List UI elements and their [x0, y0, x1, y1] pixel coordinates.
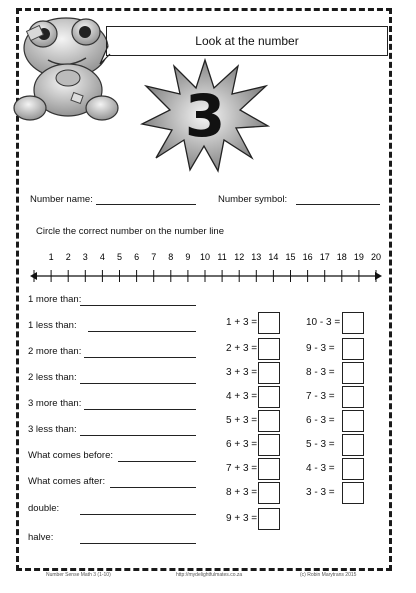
- addition-sum: 1 + 3 =: [226, 317, 258, 328]
- number-line-tick-label[interactable]: 10: [199, 252, 211, 262]
- addition-answer-box[interactable]: [258, 434, 280, 456]
- prompt-label: 1 less than:: [28, 320, 77, 331]
- number-line-tick-label[interactable]: 15: [285, 252, 296, 262]
- addition-sum: 5 + 3 =: [226, 415, 258, 426]
- prompt-label: double:: [28, 503, 60, 514]
- number-line-instruction: Circle the correct number on the number line: [36, 226, 224, 237]
- addition-sum: 6 + 3 =: [226, 439, 258, 450]
- number-symbol-label: Number symbol:: [218, 194, 288, 205]
- number-symbol-line: [296, 204, 380, 205]
- addition-answer-box[interactable]: [258, 312, 280, 334]
- number-line-tick-label[interactable]: 18: [336, 252, 347, 262]
- number-line-tick-label[interactable]: 16: [302, 252, 313, 262]
- answer-line[interactable]: [80, 305, 196, 306]
- number-line-tick-label[interactable]: 3: [82, 252, 88, 262]
- prompt-label: What comes after:: [28, 476, 106, 487]
- prompt-label: 2 more than:: [28, 346, 82, 357]
- number-line-tick-label[interactable]: 12: [234, 252, 245, 262]
- prompt-label: 1 more than:: [28, 294, 82, 305]
- number-line-tick-label[interactable]: 7: [151, 252, 157, 262]
- subtraction-sum: 7 - 3 =: [306, 391, 335, 402]
- addition-answer-box[interactable]: [258, 508, 280, 530]
- number-line-tick-label[interactable]: 20: [370, 252, 382, 262]
- addition-answer-box[interactable]: [258, 410, 280, 432]
- answer-line[interactable]: [80, 383, 196, 384]
- subtraction-answer-box[interactable]: [342, 434, 364, 456]
- subtraction-answer-box[interactable]: [342, 312, 364, 334]
- number-line-tick-label[interactable]: 17: [319, 252, 330, 262]
- addition-sum: 4 + 3 =: [226, 391, 258, 402]
- footer-center: http://mydelightfulmates.co.za: [176, 572, 243, 578]
- answer-line[interactable]: [80, 435, 196, 436]
- addition-answer-box[interactable]: [258, 386, 280, 408]
- subtraction-answer-box[interactable]: [342, 458, 364, 480]
- number-name-line: [96, 204, 196, 205]
- addition-sum: 3 + 3 =: [226, 367, 258, 378]
- subtraction-sum: 4 - 3 =: [306, 463, 335, 474]
- number-line-tick-label[interactable]: 14: [268, 252, 279, 262]
- number-line-tick-label[interactable]: 13: [251, 252, 262, 262]
- prompt-label: 3 less than:: [28, 424, 77, 435]
- subtraction-answer-box[interactable]: [342, 482, 364, 504]
- subtraction-sum: 8 - 3 =: [306, 367, 335, 378]
- addition-answer-box[interactable]: [258, 338, 280, 360]
- subtraction-sum: 5 - 3 =: [306, 439, 335, 450]
- addition-answer-box[interactable]: [258, 482, 280, 504]
- addition-sum: 8 + 3 =: [226, 487, 258, 498]
- addition-sum: 2 + 3 =: [226, 343, 258, 354]
- addition-sum: 7 + 3 =: [226, 463, 258, 474]
- subtraction-sum: 10 - 3 =: [306, 317, 341, 328]
- number-line-tick-label[interactable]: 4: [99, 252, 105, 262]
- answer-line[interactable]: [80, 514, 196, 515]
- number-line-tick-label[interactable]: 8: [168, 252, 174, 262]
- number-line-tick-label[interactable]: 19: [353, 252, 364, 262]
- subtraction-answer-box[interactable]: [342, 362, 364, 384]
- subtraction-answer-box[interactable]: [342, 386, 364, 408]
- number-line-tick-label[interactable]: 9: [185, 252, 191, 262]
- subtraction-sum: 3 - 3 =: [306, 487, 335, 498]
- addition-sum: 9 + 3 =: [226, 513, 258, 524]
- subtraction-answer-box[interactable]: [342, 410, 364, 432]
- featured-number: 3: [184, 81, 226, 150]
- answer-line[interactable]: [118, 461, 196, 462]
- footer-right: (c) Robin Marytrans 2015: [300, 572, 357, 578]
- number-line-tick-label[interactable]: 6: [134, 252, 140, 262]
- number-line: [28, 248, 384, 288]
- addition-answer-box[interactable]: [258, 458, 280, 480]
- prompt-label: 2 less than:: [28, 372, 77, 383]
- answer-line[interactable]: [88, 331, 196, 332]
- number-line-tick-label[interactable]: 2: [65, 252, 71, 262]
- footer-left: Number Sense Math 3 (1-10): [46, 572, 111, 578]
- number-line-tick-label[interactable]: 5: [116, 252, 123, 262]
- number-name-label: Number name:: [30, 194, 93, 205]
- prompt-label: What comes before:: [28, 450, 114, 461]
- title-box: [106, 26, 388, 56]
- subtraction-sum: 6 - 3 =: [306, 415, 335, 426]
- prompt-label: halve:: [28, 532, 54, 543]
- answer-line[interactable]: [80, 543, 196, 544]
- number-line-tick-label[interactable]: 11: [217, 252, 227, 262]
- subtraction-answer-box[interactable]: [342, 338, 364, 360]
- answer-line[interactable]: [84, 357, 196, 358]
- subtraction-sum: 9 - 3 =: [306, 343, 335, 354]
- prompt-label: 3 more than:: [28, 398, 82, 409]
- answer-line[interactable]: [110, 487, 196, 488]
- answer-line[interactable]: [84, 409, 196, 410]
- number-line-tick-label[interactable]: 1: [48, 252, 54, 262]
- page-title: Look at the number: [195, 34, 299, 48]
- addition-answer-box[interactable]: [258, 362, 280, 384]
